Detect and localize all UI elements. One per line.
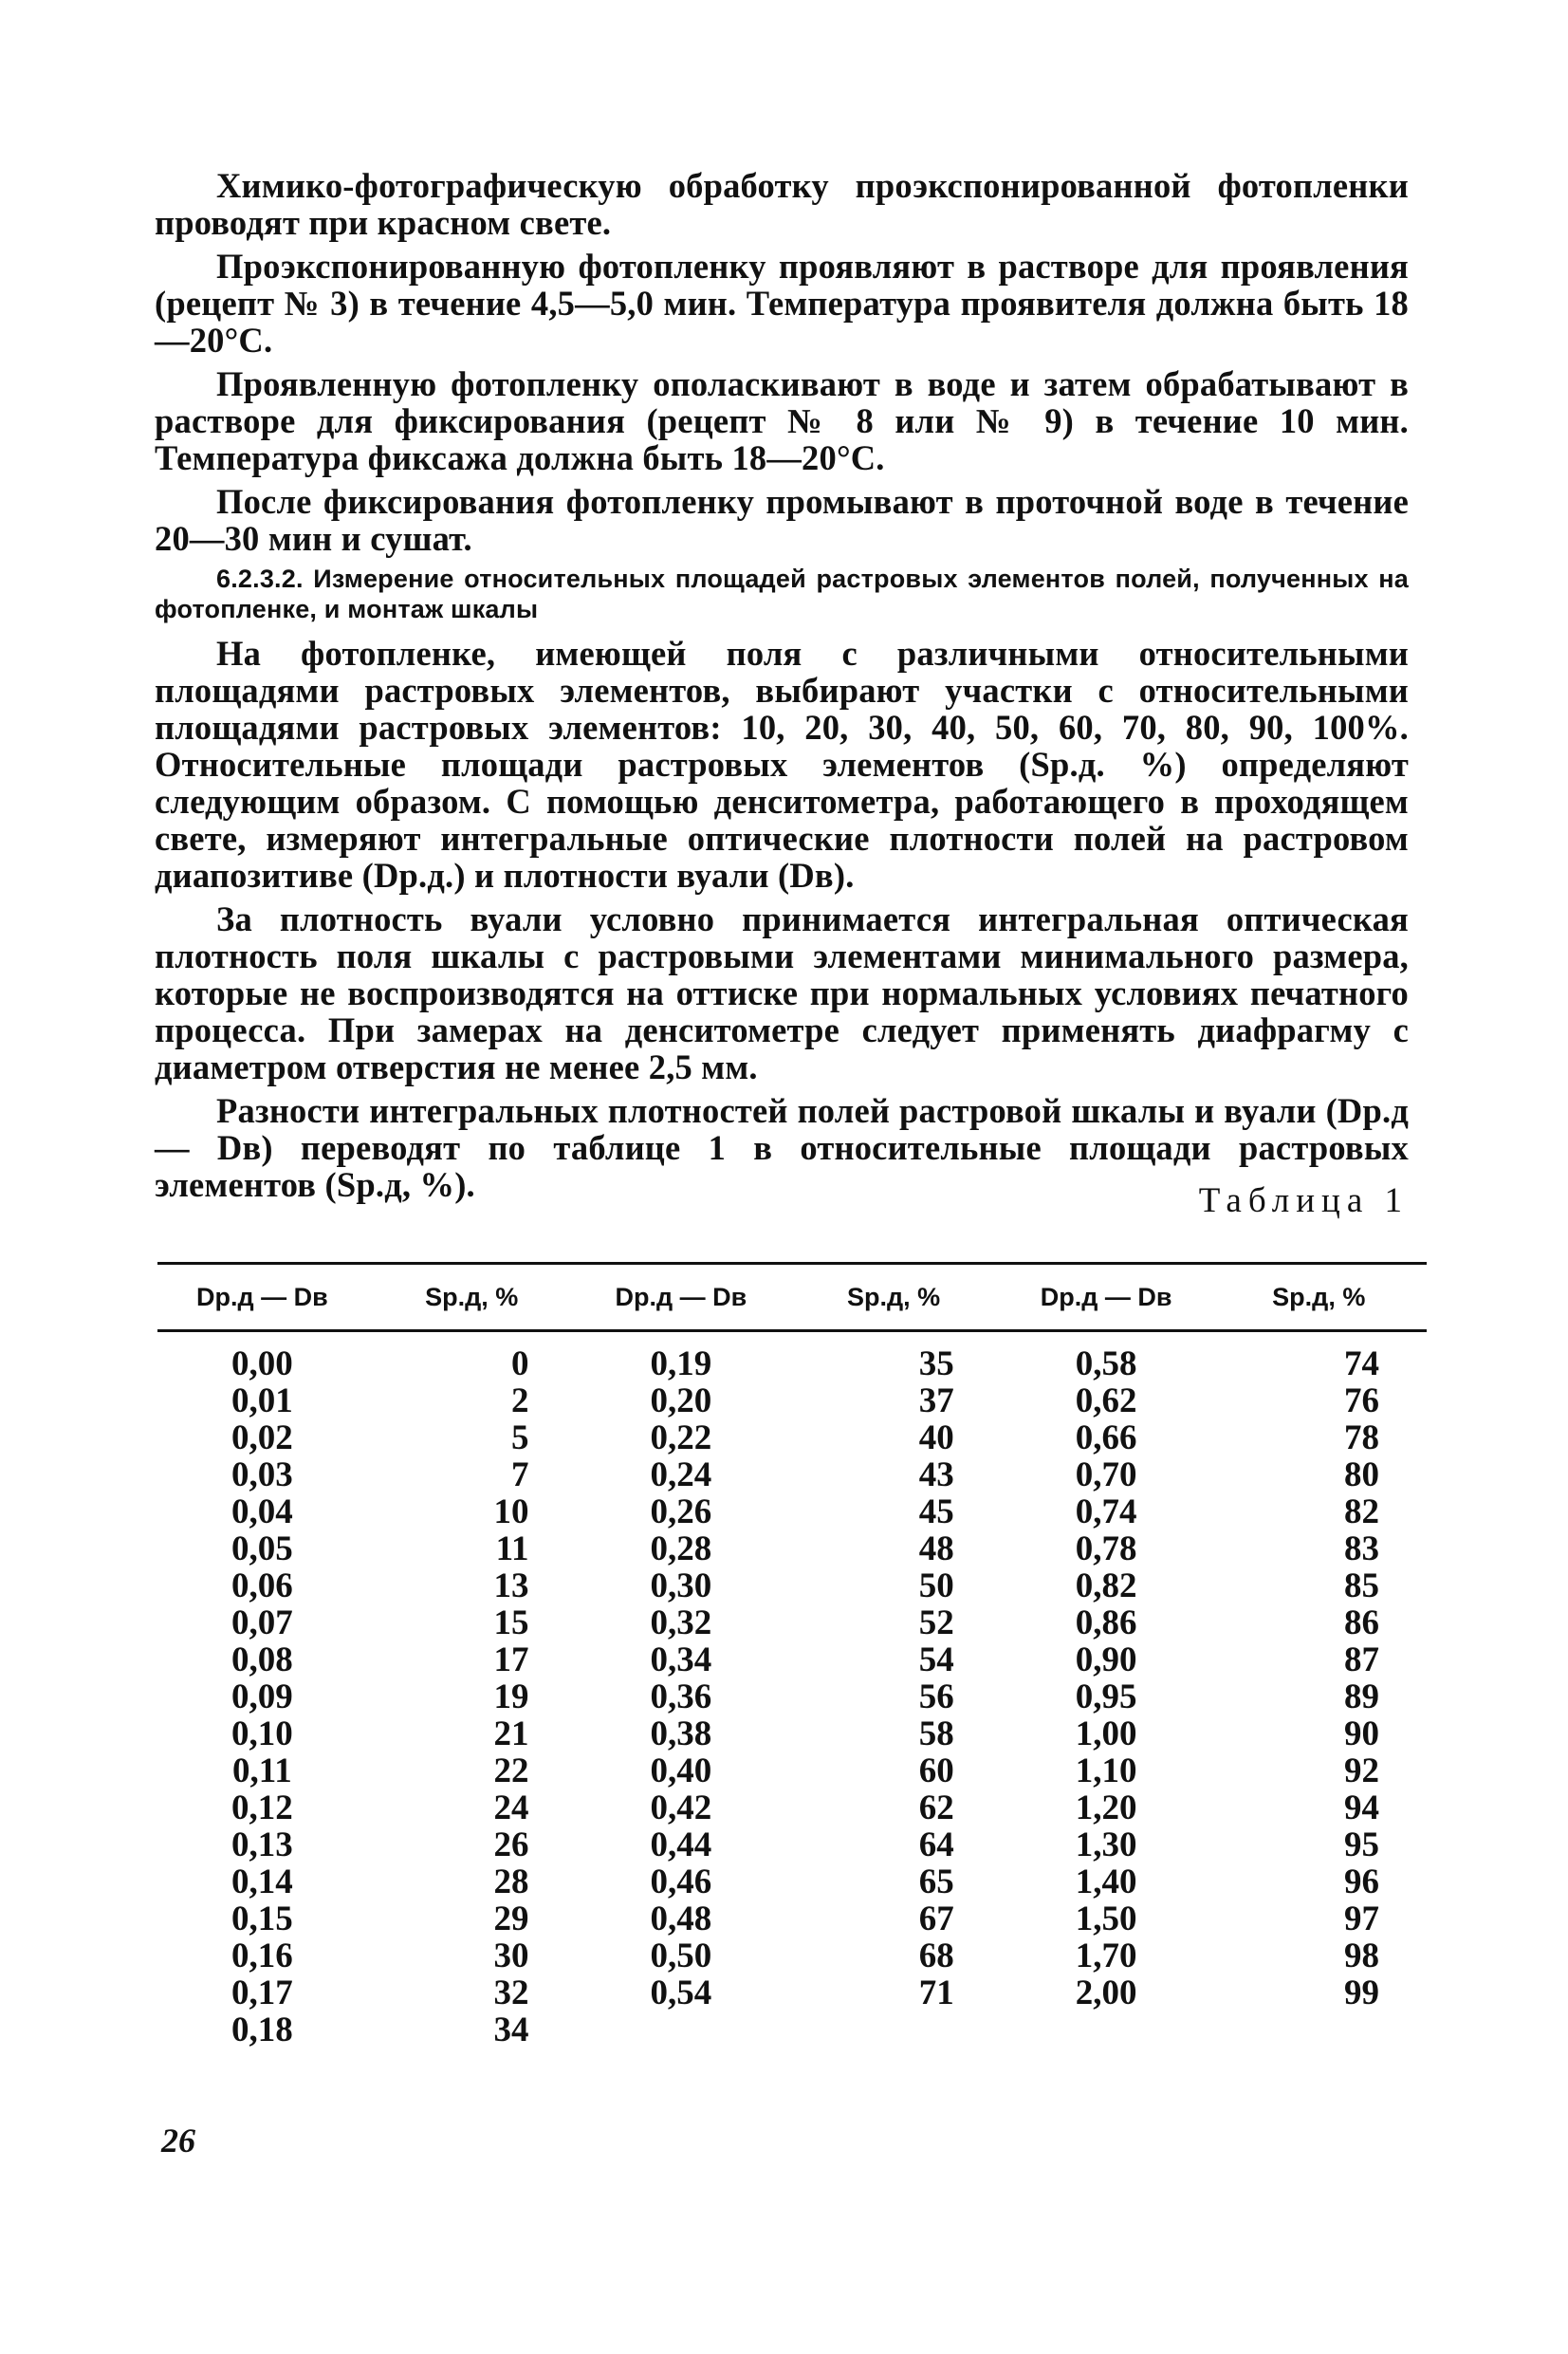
area-cell: 10: [493, 1492, 529, 1531]
table-row: [157, 1789, 1427, 1826]
header-density-diff: Dр.д — Dв: [1002, 1264, 1211, 1331]
table-row: [157, 1604, 1427, 1641]
area-cell: 94: [1344, 1789, 1379, 1827]
density-diff-cell: 0,50: [650, 1937, 712, 1975]
subsection-heading: 6.2.3.2. Измерение относительных площадей растровых элементов полей, полученных на фотопленке, и монтаж шкалы: [155, 565, 1409, 623]
header-area: Sр.д, %: [367, 1264, 577, 1331]
area-cell: 92: [1344, 1752, 1379, 1790]
density-diff-cell: 0,02: [231, 1418, 293, 1457]
density-table: [157, 1262, 1427, 2048]
density-diff-cell: 0,06: [231, 1566, 293, 1605]
area-cell: 2: [511, 1381, 529, 1420]
area-cell: 30: [493, 1937, 529, 1975]
area-cell: 98: [1344, 1937, 1379, 1975]
density-diff-cell: 0,44: [650, 1826, 712, 1864]
body-text: [155, 167, 1409, 1210]
density-diff-cell: 0,48: [650, 1900, 712, 1938]
density-diff-cell: 0,54: [650, 1974, 712, 2012]
density-diff-cell: 0,17: [231, 1974, 293, 2012]
density-diff-cell: 0,08: [231, 1640, 293, 1679]
area-cell: 62: [918, 1789, 954, 1827]
table-header-row: [157, 1264, 1427, 1331]
area-cell: 24: [493, 1789, 529, 1827]
area-cell: 65: [918, 1863, 954, 1901]
area-cell: 11: [495, 1529, 529, 1568]
density-diff-cell: 0,38: [650, 1715, 712, 1753]
density-diff-cell: 0,18: [231, 2011, 293, 2049]
density-diff-cell: 0,30: [650, 1566, 712, 1605]
density-diff-cell: [1002, 2011, 1211, 2048]
table-row: [157, 1752, 1427, 1789]
area-cell: 96: [1344, 1863, 1379, 1901]
density-diff-cell: 0,78: [1075, 1529, 1137, 1568]
area-cell: 0: [511, 1344, 529, 1383]
density-diff-cell: 1,70: [1075, 1937, 1137, 1975]
density-diff-cell: 0,16: [231, 1937, 293, 1975]
table-body: [157, 1331, 1427, 2049]
paragraph-fog-density: За плотность вуали условно принимается интегральная оптическая плотность поля шкалы с растровыми элементами минимального размера, которые не воспроизводятся на оттиске при нормальных условиях печатного процесса. При замерах на денситометре следует применять диафрагму с диаметром отверстия не менее 2,5 мм.: [155, 899, 1409, 1086]
density-diff-cell: 0,12: [231, 1789, 293, 1827]
area-cell: 80: [1344, 1455, 1379, 1494]
header-area: Sр.д, %: [785, 1264, 1001, 1331]
area-cell: 32: [493, 1974, 529, 2012]
area-cell: 67: [918, 1900, 954, 1938]
area-cell: 50: [918, 1566, 954, 1605]
density-diff-cell: 0,95: [1075, 1677, 1137, 1716]
area-cell: 99: [1344, 1974, 1379, 2012]
density-diff-cell: 0,00: [231, 1344, 293, 1383]
density-diff-cell: 0,01: [231, 1381, 293, 1420]
area-cell: 43: [918, 1455, 954, 1494]
table-row: [157, 1331, 1427, 1383]
density-diff-cell: 0,36: [650, 1677, 712, 1716]
density-diff-cell: 0,19: [650, 1344, 712, 1383]
density-diff-cell: 0,11: [232, 1752, 292, 1790]
density-diff-cell: 1,30: [1075, 1826, 1137, 1864]
area-cell: 37: [918, 1381, 954, 1420]
density-diff-cell: 0,62: [1075, 1381, 1137, 1420]
density-diff-cell: 0,24: [650, 1455, 712, 1494]
density-diff-cell: 0,14: [231, 1863, 293, 1901]
area-cell: 95: [1344, 1826, 1379, 1864]
table-row: [157, 1826, 1427, 1863]
density-diff-cell: 0,90: [1075, 1640, 1137, 1679]
table-row: [157, 1937, 1427, 1974]
density-diff-cell: 0,46: [650, 1863, 712, 1901]
area-cell: 17: [493, 1640, 529, 1679]
area-cell: 19: [493, 1677, 529, 1716]
table-row: [157, 1382, 1427, 1419]
density-diff-cell: 0,42: [650, 1789, 712, 1827]
paragraph-measurement: На фотопленке, имеющей поля с различными относительными площадями растровых элементов, выбирают участки с относительными площадями растровых элементов: 10, 20, 30, 40, 50, 60, 70, 80, 90, 100%. Относительные площади растровых элементов (Sр.д. %) определяют следующим образом. С помощью денситометра, работающего в проходящем свете, измеряют интегральные оптические плотности полей на растровом диапозитиве (Dр.д.) и плотности вуали (Dв).: [155, 634, 1409, 895]
density-diff-cell: 1,00: [1075, 1715, 1137, 1753]
paragraph-developing: Проэкспонированную фотопленку проявляют в растворе для проявления (рецепт № 3) в течение 4,5—5,0 мин. Температура проявителя должна быть 18—20°С.: [155, 247, 1409, 360]
header-density-diff: Dр.д — Dв: [577, 1264, 786, 1331]
density-diff-cell: 1,50: [1075, 1900, 1137, 1938]
area-cell: 48: [918, 1529, 954, 1568]
area-cell: 74: [1344, 1344, 1379, 1383]
density-diff-cell: 0,82: [1075, 1566, 1137, 1605]
area-cell: 86: [1344, 1603, 1379, 1642]
density-diff-cell: 1,20: [1075, 1789, 1137, 1827]
area-cell: 85: [1344, 1566, 1379, 1605]
area-cell: 52: [918, 1603, 954, 1642]
density-diff-cell: 0,09: [231, 1677, 293, 1716]
table-row: [157, 1641, 1427, 1678]
density-diff-cell: 1,10: [1075, 1752, 1137, 1790]
density-diff-cell: 0,70: [1075, 1455, 1137, 1494]
header-area: Sр.д, %: [1211, 1264, 1427, 1331]
density-diff-cell: 0,34: [650, 1640, 712, 1679]
area-cell: 26: [493, 1826, 529, 1864]
density-diff-cell: 0,15: [231, 1900, 293, 1938]
table-row: [157, 1974, 1427, 2011]
density-diff-cell: 0,04: [231, 1492, 293, 1531]
area-cell: 71: [918, 1974, 954, 2012]
table-row: [157, 1493, 1427, 1530]
area-cell: 83: [1344, 1529, 1379, 1568]
area-cell: 29: [493, 1900, 529, 1938]
density-diff-cell: 0,20: [650, 1381, 712, 1420]
table-row: [157, 1863, 1427, 1900]
density-diff-cell: 0,66: [1075, 1418, 1137, 1457]
table-row: [157, 1419, 1427, 1456]
density-diff-cell: 0,74: [1075, 1492, 1137, 1531]
density-diff-cell: 0,86: [1075, 1603, 1137, 1642]
area-cell: 97: [1344, 1900, 1379, 1938]
table-row: [157, 1530, 1427, 1567]
area-cell: 60: [918, 1752, 954, 1790]
page-number: 26: [161, 2122, 195, 2159]
density-diff-cell: 1,40: [1075, 1863, 1137, 1901]
density-diff-cell: 0,28: [650, 1529, 712, 1568]
area-cell: 87: [1344, 1640, 1379, 1679]
area-cell: 56: [918, 1677, 954, 1716]
table-row: [157, 1456, 1427, 1493]
density-diff-cell: 0,10: [231, 1715, 293, 1753]
density-diff-cell: [577, 2011, 786, 2048]
paragraph-fixing: Проявленную фотопленку ополаскивают в воде и затем обрабатывают в растворе для фиксирования (рецепт № 8 или № 9) в течение 10 мин. Температура фиксажа должна быть 18—20°С.: [155, 364, 1409, 477]
table-caption: Таблица 1: [1198, 1181, 1409, 1220]
paragraph-washing: После фиксирования фотопленку промывают в проточной воде в течение 20—30 мин и сушат.: [155, 482, 1409, 558]
header-density-diff: Dр.д — Dв: [157, 1264, 367, 1331]
area-cell: [785, 2011, 1001, 2048]
area-cell: 35: [918, 1344, 954, 1383]
area-cell: 90: [1344, 1715, 1379, 1753]
area-cell: 34: [493, 2011, 529, 2049]
density-diff-cell: 0,58: [1075, 1344, 1137, 1383]
density-diff-cell: 0,05: [231, 1529, 293, 1568]
table-row: [157, 1678, 1427, 1715]
area-cell: 76: [1344, 1381, 1379, 1420]
paragraph-conversion: Разности интегральных плотностей полей растровой шкалы и вуали (Dр.д — Dв) переводят по таблице 1 в относительные площади растровых элементов (Sр.д, %).: [155, 1091, 1409, 1204]
density-diff-cell: 2,00: [1075, 1974, 1137, 2012]
area-cell: 22: [493, 1752, 529, 1790]
area-cell: 89: [1344, 1677, 1379, 1716]
area-cell: 45: [918, 1492, 954, 1531]
paragraph-processing: Химико-фотографическую обработку проэкспонированной фотопленки проводят при красном свете.: [155, 166, 1409, 242]
density-diff-cell: 0,07: [231, 1603, 293, 1642]
area-cell: [1211, 2011, 1427, 2048]
density-diff-cell: 0,40: [650, 1752, 712, 1790]
table-row: [157, 2011, 1427, 2048]
density-diff-cell: 0,32: [650, 1603, 712, 1642]
density-diff-cell: 0,13: [231, 1826, 293, 1864]
area-cell: 28: [493, 1863, 529, 1901]
area-cell: 78: [1344, 1418, 1379, 1457]
area-cell: 7: [511, 1455, 529, 1494]
area-cell: 21: [493, 1715, 529, 1753]
table-row: [157, 1715, 1427, 1752]
area-cell: 54: [918, 1640, 954, 1679]
table-row: [157, 1567, 1427, 1604]
area-cell: 82: [1344, 1492, 1379, 1531]
area-cell: 58: [918, 1715, 954, 1753]
area-cell: 5: [511, 1418, 529, 1457]
density-diff-cell: 0,26: [650, 1492, 712, 1531]
area-cell: 64: [918, 1826, 954, 1864]
area-cell: 15: [493, 1603, 529, 1642]
density-diff-cell: 0,03: [231, 1455, 293, 1494]
area-cell: 13: [493, 1566, 529, 1605]
area-cell: 40: [918, 1418, 954, 1457]
density-diff-cell: 0,22: [650, 1418, 712, 1457]
area-cell: 68: [918, 1937, 954, 1975]
table-row: [157, 1900, 1427, 1937]
